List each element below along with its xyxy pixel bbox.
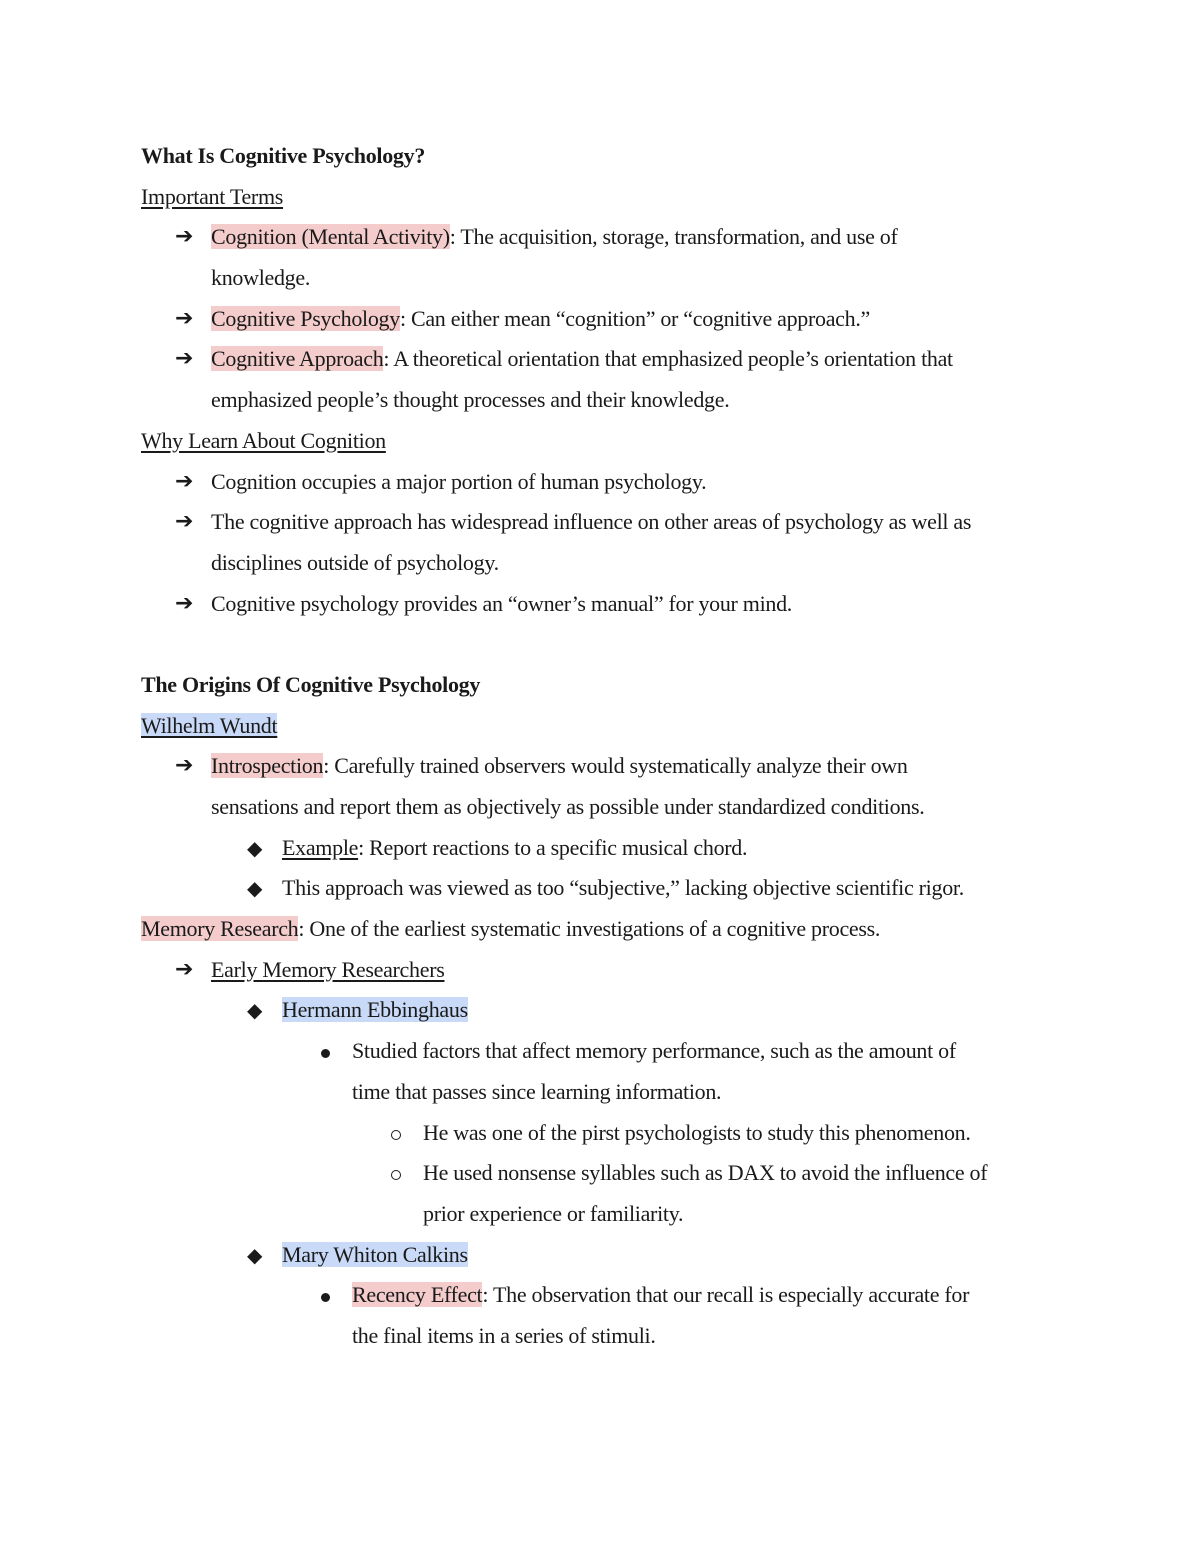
right-arrow-icon: ➔ (175, 753, 194, 779)
list-item-cognition: ➔ Cognition (Mental Activity): The acquisition, storage, transformation, and use of (141, 217, 1061, 258)
list-item-cognition-cont: knowledge. (211, 265, 311, 291)
hollow-circle-bullet-icon (387, 1153, 417, 1194)
term-introspection: Introspection (211, 753, 324, 779)
list-item-recency: Recency Effect: The observation that our recall is especially accurate for (141, 1275, 1061, 1316)
right-arrow-icon: ➔ (175, 224, 194, 250)
list-item-ebbinghaus-point: Studied factors that affect memory performance, such as the amount of (141, 1031, 1061, 1072)
list-item-why-2: ➔ The cognitive approach has widespread influence on other areas of psychology as well as (141, 502, 1061, 543)
diamond-bullet-icon: ◆ (247, 876, 263, 901)
section-title-what-is: What Is Cognitive Psychology? (141, 143, 426, 168)
diamond-bullet-icon: ◆ (247, 835, 263, 860)
hollow-circle-bullet-icon (387, 1113, 417, 1154)
diamond-bullet-icon: ◆ (247, 1242, 263, 1267)
list-item-example: ◆ Example: Report reactions to a specific musical chord. (141, 828, 1061, 869)
heading-why-learn: Why Learn About Cognition (141, 427, 386, 453)
right-arrow-icon: ➔ (175, 305, 194, 331)
list-item-why-3: ➔ Cognitive psychology provides an “owner’s manual” for your mind. (141, 584, 1061, 625)
diamond-bullet-icon: ◆ (247, 998, 263, 1023)
list-item-recency-cont: the final items in a series of stimuli. (352, 1322, 656, 1348)
right-arrow-icon: ➔ (175, 346, 194, 372)
right-arrow-icon: ➔ (175, 590, 194, 616)
term-memory-research: Memory Research (141, 916, 299, 942)
section-title-origins: The Origins Of Cognitive Psychology (141, 671, 481, 697)
heading-early-researchers: Early Memory Researchers (211, 956, 445, 982)
term-cognitive-approach: Cognitive Approach (211, 346, 384, 372)
list-item-cognitive-approach-cont: emphasized people’s thought processes and their knowledge. (211, 387, 730, 413)
list-item-ebbinghaus (141, 990, 1061, 1031)
name-calkins: Mary Whiton Calkins (282, 1241, 468, 1267)
heading-wilhelm-wundt: Wilhelm Wundt (141, 712, 278, 738)
filled-dot-bullet-icon (317, 1031, 347, 1072)
list-item-subjective: ◆ This approach was viewed as too “subjective,” lacking objective scientific rigor. (141, 868, 1061, 909)
list-item-calkins (141, 1235, 1061, 1276)
list-item-cognitive-psychology: ➔ Cognitive Psychology: Can either mean “cognition” or “cognitive approach.” (141, 299, 1061, 340)
list-item-ebbinghaus-point-cont: time that passes since learning information. (352, 1078, 722, 1104)
list-item-ebbinghaus-sub2: He used nonsense syllables such as DAX to avoid the influence of (141, 1153, 1061, 1194)
blank-line (141, 624, 1061, 665)
list-item-ebbinghaus-sub1: He was one of the pirst psychologists to study this phenomenon. (141, 1113, 1061, 1154)
list-item-why-2-cont: disciplines outside of psychology. (211, 549, 499, 575)
document-page (141, 136, 1061, 1357)
list-item-introspection-cont: sensations and report them as objectively as possible under standardized conditions. (211, 794, 925, 819)
list-item-why-1: ➔ Cognition occupies a major portion of human psychology. (141, 462, 1061, 503)
list-item-introspection: ➔ Introspection: Carefully trained observers would systematically analyze their own (141, 746, 1061, 787)
right-arrow-icon: ➔ (175, 509, 194, 535)
name-ebbinghaus: Hermann Ebbinghaus (282, 997, 468, 1023)
term-cognitive-psychology: Cognitive Psychology (211, 305, 400, 331)
right-arrow-icon: ➔ (175, 956, 194, 982)
list-item-ebbinghaus-sub2-cont: prior experience or familiarity. (423, 1200, 684, 1226)
right-arrow-icon: ➔ (175, 468, 194, 494)
heading-important-terms: Important Terms (141, 183, 284, 209)
filled-dot-bullet-icon (317, 1275, 347, 1316)
term-recency-effect: Recency Effect (352, 1282, 483, 1308)
label-example: Example (282, 834, 359, 860)
memory-research-line: Memory Research: One of the earliest systematic investigations of a cognitive process. (141, 916, 881, 942)
term-cognition: Cognition (Mental Activity) (211, 224, 450, 250)
list-item-cognitive-approach: ➔ Cognitive Approach: A theoretical orientation that emphasized people’s orientation that (141, 339, 1061, 380)
list-item-early-researchers (141, 950, 1061, 991)
